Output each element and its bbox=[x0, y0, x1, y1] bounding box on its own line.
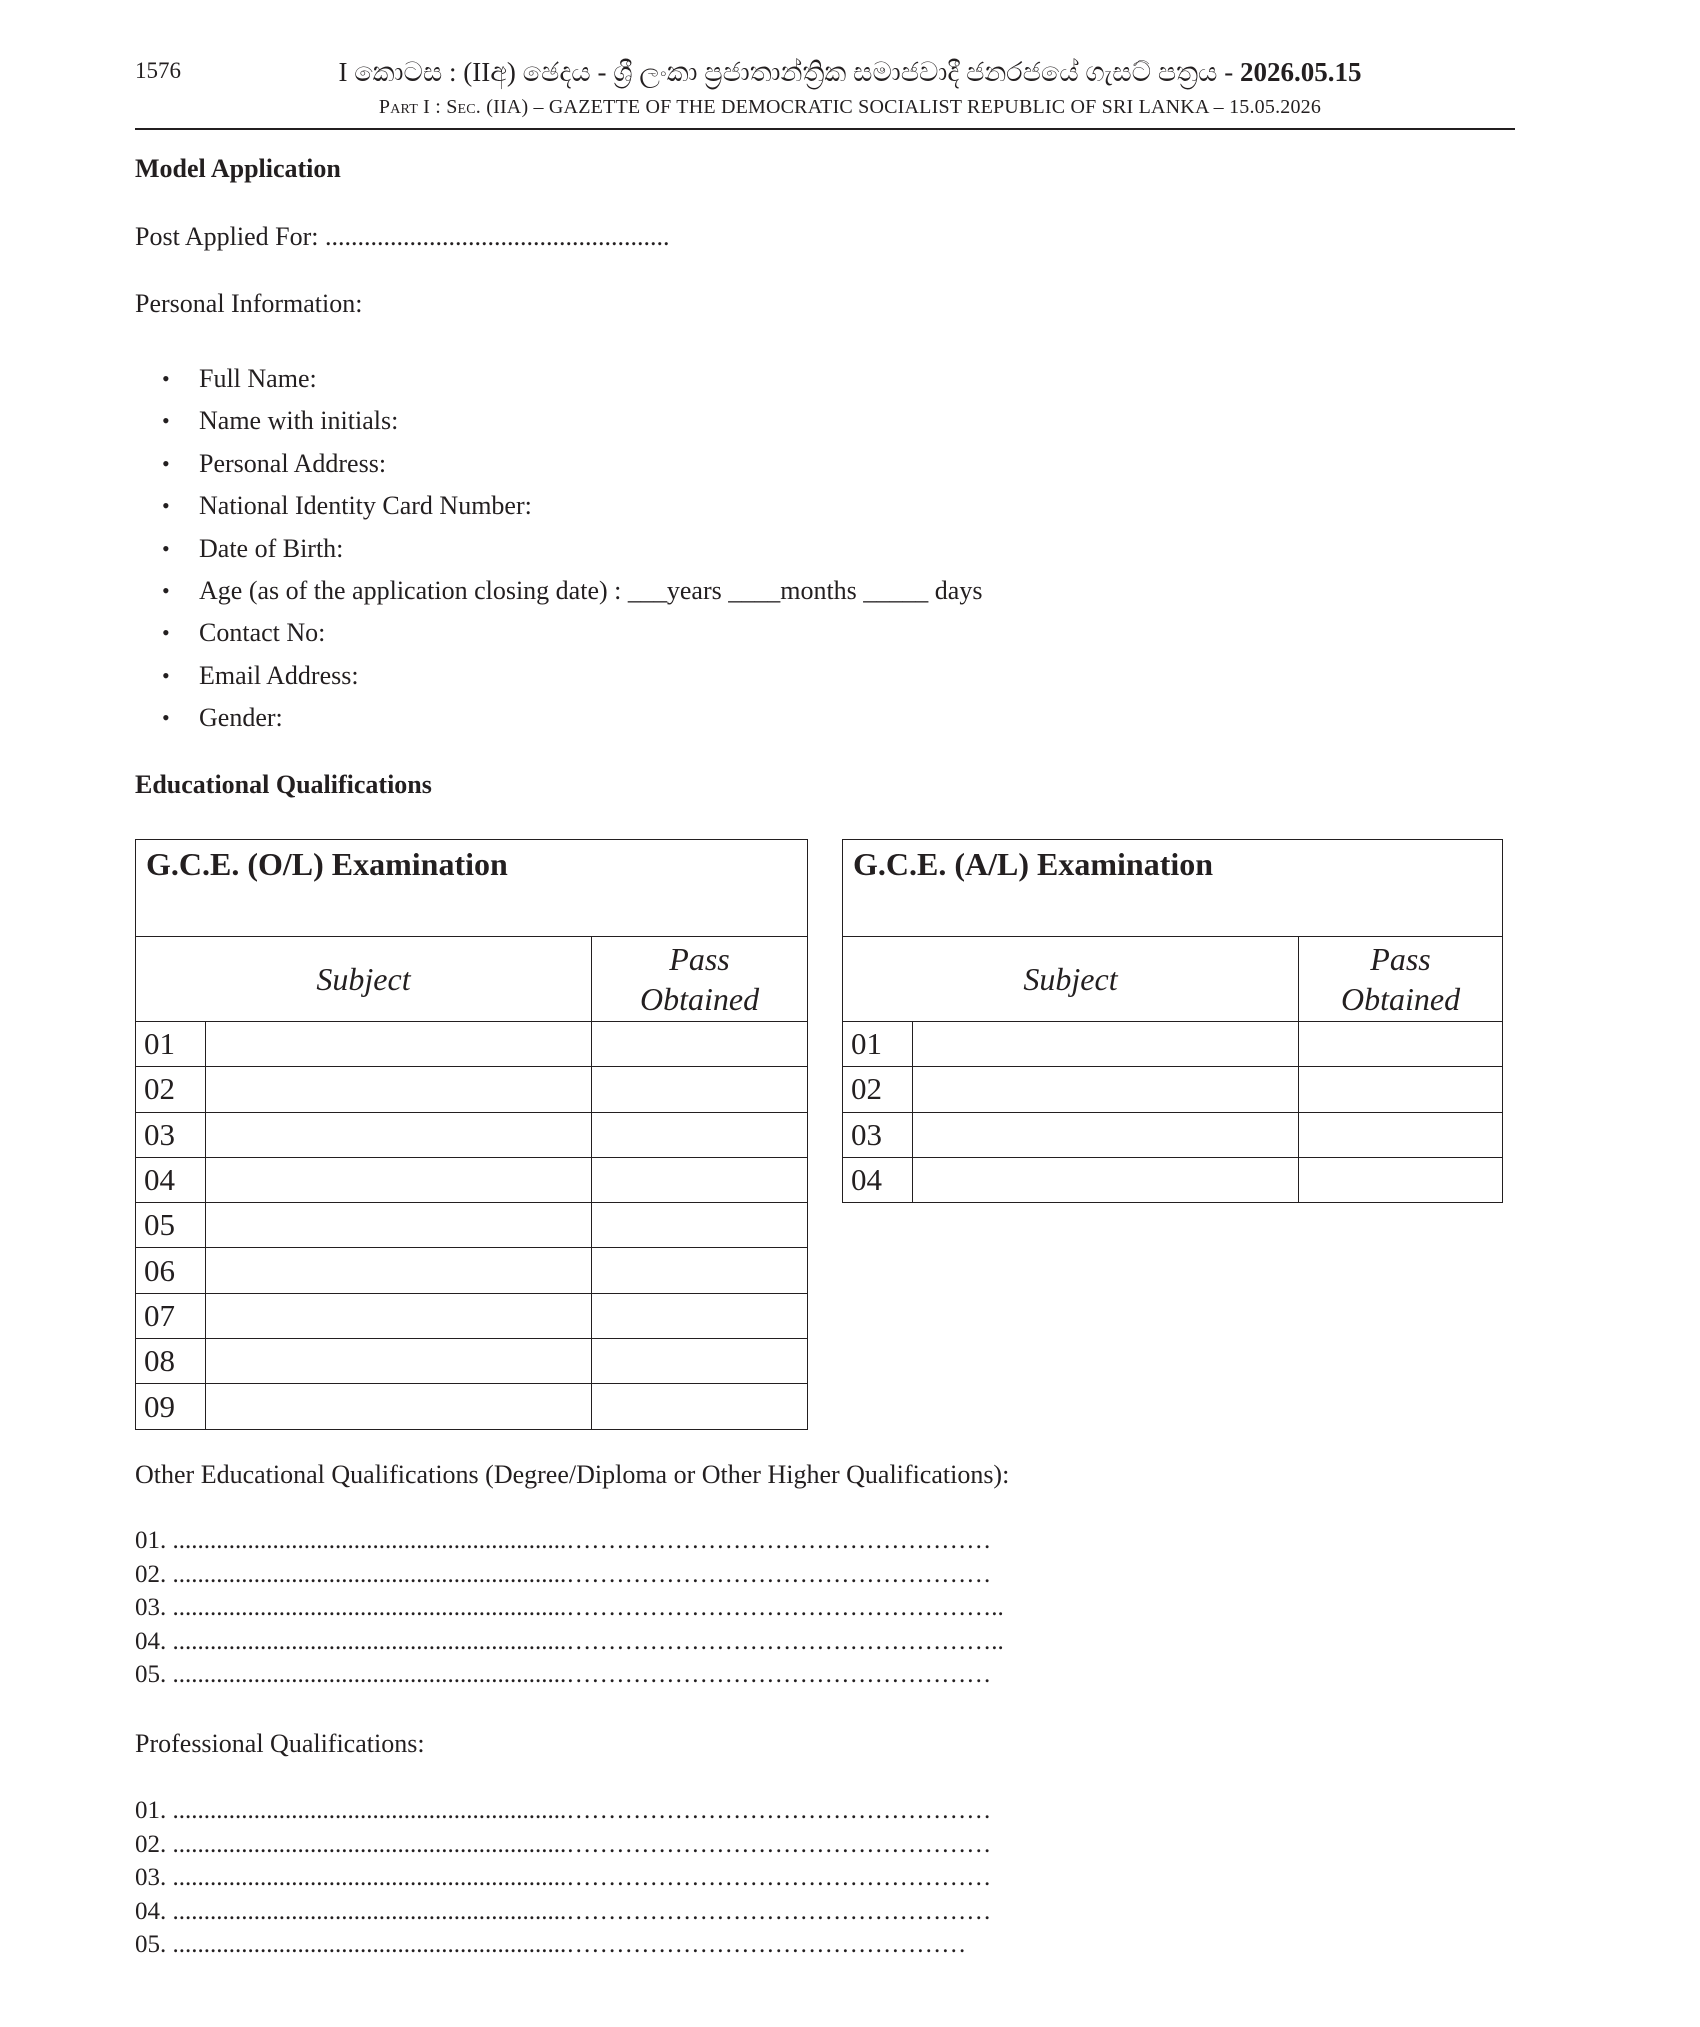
personal-info-list bbox=[135, 364, 982, 746]
subject-cell[interactable] bbox=[913, 1112, 1299, 1157]
row-number: 02 bbox=[843, 1067, 913, 1112]
subject-cell[interactable] bbox=[206, 1022, 592, 1067]
pass-cell[interactable] bbox=[592, 1067, 808, 1112]
form-title: Model Application bbox=[135, 154, 341, 183]
pass-cell[interactable] bbox=[592, 1339, 808, 1384]
table-row bbox=[136, 1339, 808, 1384]
subject-cell[interactable] bbox=[913, 1067, 1299, 1112]
pass-cell[interactable] bbox=[1299, 1157, 1503, 1202]
row-number: 04 bbox=[136, 1157, 206, 1202]
al-subject-header: Subject bbox=[843, 937, 1299, 1022]
list-item: • Age (as of the application closing date) : ___years ____months _____ days bbox=[135, 576, 982, 618]
sinhala-header-text: I කොටස : (IIඅ) ඡෙදය - ශ්‍රී ලංකා ප්‍රජාතාන්ත්‍රික සමාජවාදී ජනරජයේ ගැසට් පත්‍රය - bbox=[338, 57, 1234, 87]
ol-table-title: G.C.E. (O/L) Examination bbox=[136, 840, 808, 937]
list-item: 04. ...............................................................…………………………………………….. bbox=[135, 1627, 1004, 1655]
subject-cell[interactable] bbox=[206, 1157, 592, 1202]
professional-qualifications-list bbox=[135, 1796, 991, 1964]
table-row bbox=[843, 1112, 1503, 1157]
al-exam-table bbox=[842, 839, 1503, 1203]
table-row bbox=[843, 1157, 1503, 1202]
row-number: 01 bbox=[843, 1022, 913, 1067]
row-number: 06 bbox=[136, 1248, 206, 1293]
list-item: 05. ...............................................................…………………………………………… bbox=[135, 1661, 992, 1688]
subject-cell[interactable] bbox=[206, 1112, 592, 1157]
list-item: 04. ...............................................................…………………………………………… bbox=[135, 1897, 992, 1925]
subject-cell[interactable] bbox=[206, 1248, 592, 1293]
list-item: 02. ...............................................................…………………………………………… bbox=[135, 1830, 992, 1858]
pass-cell[interactable] bbox=[592, 1157, 808, 1202]
row-number: 07 bbox=[136, 1293, 206, 1338]
table-row bbox=[136, 1384, 808, 1429]
row-number: 09 bbox=[136, 1384, 206, 1429]
header-divider bbox=[135, 128, 1515, 130]
row-number: 03 bbox=[843, 1112, 913, 1157]
list-item: 01. ...............................................................…………………………………………… bbox=[135, 1527, 992, 1554]
pass-cell[interactable] bbox=[592, 1248, 808, 1293]
list-item: 03. ...............................................................…………………………………………… bbox=[135, 1864, 992, 1891]
post-applied-field: Post Applied For: ..................................................... bbox=[135, 222, 670, 251]
row-number: 05 bbox=[136, 1203, 206, 1248]
list-item: • Contact No: bbox=[135, 618, 982, 660]
subject-cell[interactable] bbox=[913, 1157, 1299, 1202]
list-item: • Personal Address: bbox=[135, 449, 982, 491]
ol-exam-table bbox=[135, 839, 808, 1430]
subject-cell[interactable] bbox=[206, 1293, 592, 1338]
row-number: 02 bbox=[136, 1067, 206, 1112]
list-item: 03. ...............................................................…………………………………………….. bbox=[135, 1594, 1004, 1621]
pass-cell[interactable] bbox=[592, 1203, 808, 1248]
pass-cell[interactable] bbox=[592, 1112, 808, 1157]
table-row bbox=[136, 1203, 808, 1248]
pass-cell[interactable] bbox=[592, 1384, 808, 1429]
pass-cell[interactable] bbox=[1299, 1112, 1503, 1157]
english-header-text: (IIA) – GAZETTE OF THE DEMOCRATIC SOCIALIST REPUBLIC OF SRI LANKA – 15.05.2026 bbox=[486, 96, 1322, 118]
other-qualifications-heading: Other Educational Qualifications (Degree/Diploma or Other Higher Qualifications): bbox=[135, 1460, 1010, 1489]
ol-pass-header bbox=[592, 937, 808, 1022]
page-number: 1576 bbox=[135, 58, 181, 83]
ol-subject-header: Subject bbox=[136, 937, 592, 1022]
table-row bbox=[843, 1022, 1503, 1067]
row-number: 01 bbox=[136, 1022, 206, 1067]
english-header bbox=[0, 96, 1700, 119]
list-item: • Email Address: bbox=[135, 661, 982, 703]
personal-info-heading: Personal Information: bbox=[135, 289, 363, 318]
list-item: • Gender: bbox=[135, 703, 982, 745]
list-item: • Name with initials: bbox=[135, 406, 982, 448]
sinhala-header-date: 2026.05.15 bbox=[1239, 57, 1362, 87]
subject-cell[interactable] bbox=[206, 1067, 592, 1112]
table-row bbox=[136, 1022, 808, 1067]
al-table-title: G.C.E. (A/L) Examination bbox=[843, 840, 1503, 937]
sinhala-header bbox=[0, 57, 1700, 89]
subject-cell[interactable] bbox=[913, 1022, 1299, 1067]
ol-pass-header-line2: Obtained bbox=[639, 981, 760, 1017]
row-number: 04 bbox=[843, 1157, 913, 1202]
al-pass-header-line2: Obtained bbox=[1340, 981, 1461, 1017]
other-qualifications-list bbox=[135, 1526, 1004, 1694]
table-row bbox=[136, 1293, 808, 1338]
al-pass-header-line1: Pass bbox=[1370, 941, 1431, 977]
pass-cell[interactable] bbox=[1299, 1067, 1503, 1112]
pass-cell[interactable] bbox=[592, 1293, 808, 1338]
subject-cell[interactable] bbox=[206, 1203, 592, 1248]
list-item: • Full Name: bbox=[135, 364, 982, 406]
subject-cell[interactable] bbox=[206, 1339, 592, 1384]
pass-cell[interactable] bbox=[592, 1022, 808, 1067]
list-item: 02. ...............................................................…………………………………………… bbox=[135, 1560, 992, 1588]
row-number: 03 bbox=[136, 1112, 206, 1157]
row-number: 08 bbox=[136, 1339, 206, 1384]
table-row bbox=[136, 1112, 808, 1157]
english-header-part: Part I : Sec. bbox=[378, 96, 482, 118]
list-item: 05. ...............................................................………………………………………… bbox=[135, 1931, 967, 1958]
professional-qualifications-heading: Professional Qualifications: bbox=[135, 1729, 425, 1758]
al-pass-header bbox=[1299, 937, 1503, 1022]
table-row bbox=[843, 1067, 1503, 1112]
table-row bbox=[136, 1067, 808, 1112]
list-item: • Date of Birth: bbox=[135, 534, 982, 576]
pass-cell[interactable] bbox=[1299, 1022, 1503, 1067]
list-item: • National Identity Card Number: bbox=[135, 491, 982, 533]
education-heading: Educational Qualifications bbox=[135, 770, 432, 799]
list-item: 01. ...............................................................…………………………………………… bbox=[135, 1797, 992, 1824]
subject-cell[interactable] bbox=[206, 1384, 592, 1429]
table-row bbox=[136, 1248, 808, 1293]
ol-pass-header-line1: Pass bbox=[669, 941, 730, 977]
table-row bbox=[136, 1157, 808, 1202]
